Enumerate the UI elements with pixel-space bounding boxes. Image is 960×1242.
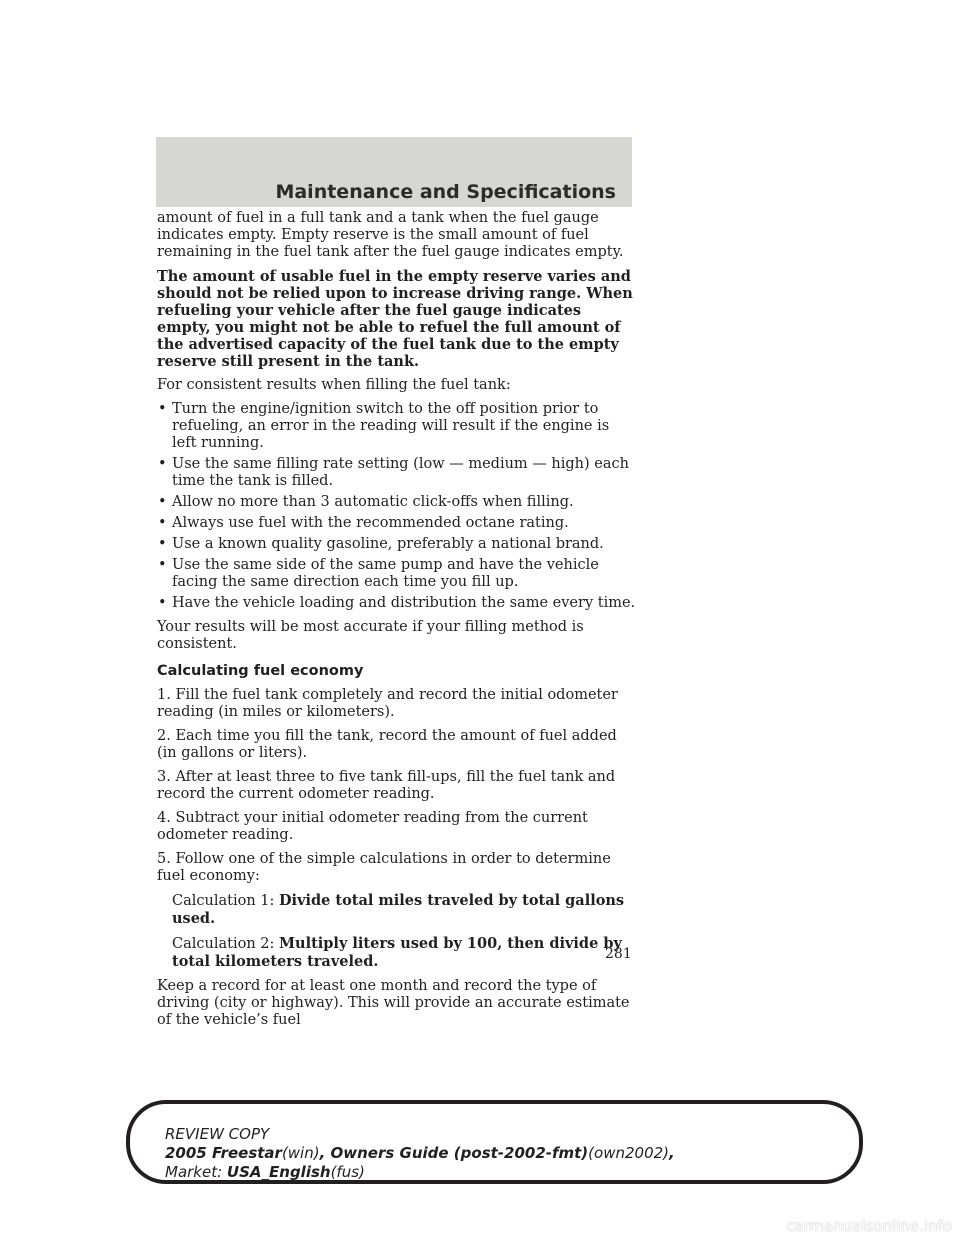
- review-model-line: [165, 1144, 675, 1163]
- results-note: Your results will be most accurate if your filling method is consistent.: [157, 619, 584, 652]
- bullet-icon: •: [158, 595, 167, 611]
- list-item: [157, 494, 637, 511]
- list-item-text: Turn the engine/ignition switch to the off position prior to refueling, an error in the reading will result if the engine is left running.: [172, 401, 610, 451]
- calculation-text: Divide total miles traveled by total gallons used.: [172, 892, 625, 927]
- bullet-icon: •: [158, 401, 167, 417]
- list-item-text: Have the vehicle loading and distribution the same every time.: [172, 595, 636, 611]
- review-guide-code: (own2002): [588, 1144, 670, 1162]
- list-item: [157, 557, 637, 591]
- review-market: USA_English: [226, 1163, 331, 1181]
- review-market-line: [165, 1163, 675, 1182]
- review-model-code: (win): [281, 1144, 320, 1162]
- bullet-icon: •: [158, 557, 167, 573]
- page-body: [157, 210, 637, 1036]
- step-1: 1. Fill the fuel tank completely and record the initial odometer reading (in miles or kilometers).: [157, 687, 618, 720]
- list-item: [157, 401, 637, 452]
- review-model: 2005 Freestar: [165, 1144, 282, 1162]
- page-number: 281: [605, 946, 632, 962]
- step-4: 4. Subtract your initial odometer reading from the current odometer reading.: [157, 810, 588, 843]
- list-item: [157, 456, 637, 490]
- list-item-text: Use a known quality gasoline, preferably a national brand.: [172, 536, 604, 552]
- step-5: 5. Follow one of the simple calculations in order to determine fuel economy:: [157, 851, 611, 884]
- bullet-icon: •: [158, 494, 167, 510]
- calculation-label: Calculation 2:: [172, 936, 279, 952]
- intro-paragraph: amount of fuel in a full tank and a tank when the fuel gauge indicates empty. Empty reserve is the small amount of fuel remaining in the fuel tank after the fuel gauge indicates empty.: [157, 210, 624, 260]
- step-2: 2. Each time you fill the tank, record the amount of fuel added (in gallons or liters).: [157, 728, 617, 761]
- calculation-1: [157, 892, 637, 928]
- watermark-text: carmanualsonline.info: [786, 1217, 952, 1235]
- calc-heading: Calculating fuel economy: [157, 663, 364, 679]
- list-item-text: Always use fuel with the recommended octane rating.: [172, 515, 569, 531]
- calculation-text: Multiply liters used by 100, then divide by total kilometers traveled.: [172, 935, 622, 970]
- list-item-text: Allow no more than 3 automatic click-offs when filling.: [172, 494, 574, 510]
- calculation-2: [157, 935, 637, 971]
- review-guide: Owners Guide (post-2002-fmt): [330, 1144, 589, 1162]
- calculation-label: Calculation 1:: [172, 893, 279, 909]
- reserve-warning: The amount of usable fuel in the empty reserve varies and should not be relied upon to increase driving range. When refueling your vehicle after the fuel gauge indicates empty, you might not be able to refuel the full amount of the advertised capacity of the fuel tank due to the empty reserve still present in the tank.: [157, 268, 633, 370]
- review-copy-text: [165, 1125, 675, 1182]
- closing-paragraph: Keep a record for at least one month and record the type of driving (city or highway). This will provide an accurate estimate of the vehicle’s fuel: [157, 978, 630, 1028]
- bullet-icon: •: [158, 536, 167, 552]
- filling-tips-list: [157, 401, 637, 612]
- list-item: [157, 515, 637, 532]
- list-item: [157, 595, 637, 612]
- review-sep: ,: [669, 1144, 675, 1162]
- review-market-label: Market:: [165, 1163, 227, 1181]
- list-item: [157, 536, 637, 553]
- section-title: Maintenance and Specifications: [275, 181, 616, 203]
- step-3: 3. After at least three to five tank fill-ups, fill the fuel tank and record the current odometer reading.: [157, 769, 616, 802]
- list-item-text: Use the same filling rate setting (low — medium — high) each time the tank is filled.: [172, 456, 629, 489]
- section-header: [156, 137, 632, 207]
- review-label: REVIEW COPY: [165, 1125, 270, 1143]
- review-market-code: (fus): [330, 1163, 365, 1181]
- bullet-icon: •: [158, 515, 167, 531]
- consistent-intro: For consistent results when filling the fuel tank:: [157, 377, 511, 393]
- list-item-text: Use the same side of the same pump and have the vehicle facing the same direction each time you fill up.: [172, 557, 599, 590]
- bullet-icon: •: [158, 456, 167, 472]
- review-sep: ,: [319, 1144, 331, 1162]
